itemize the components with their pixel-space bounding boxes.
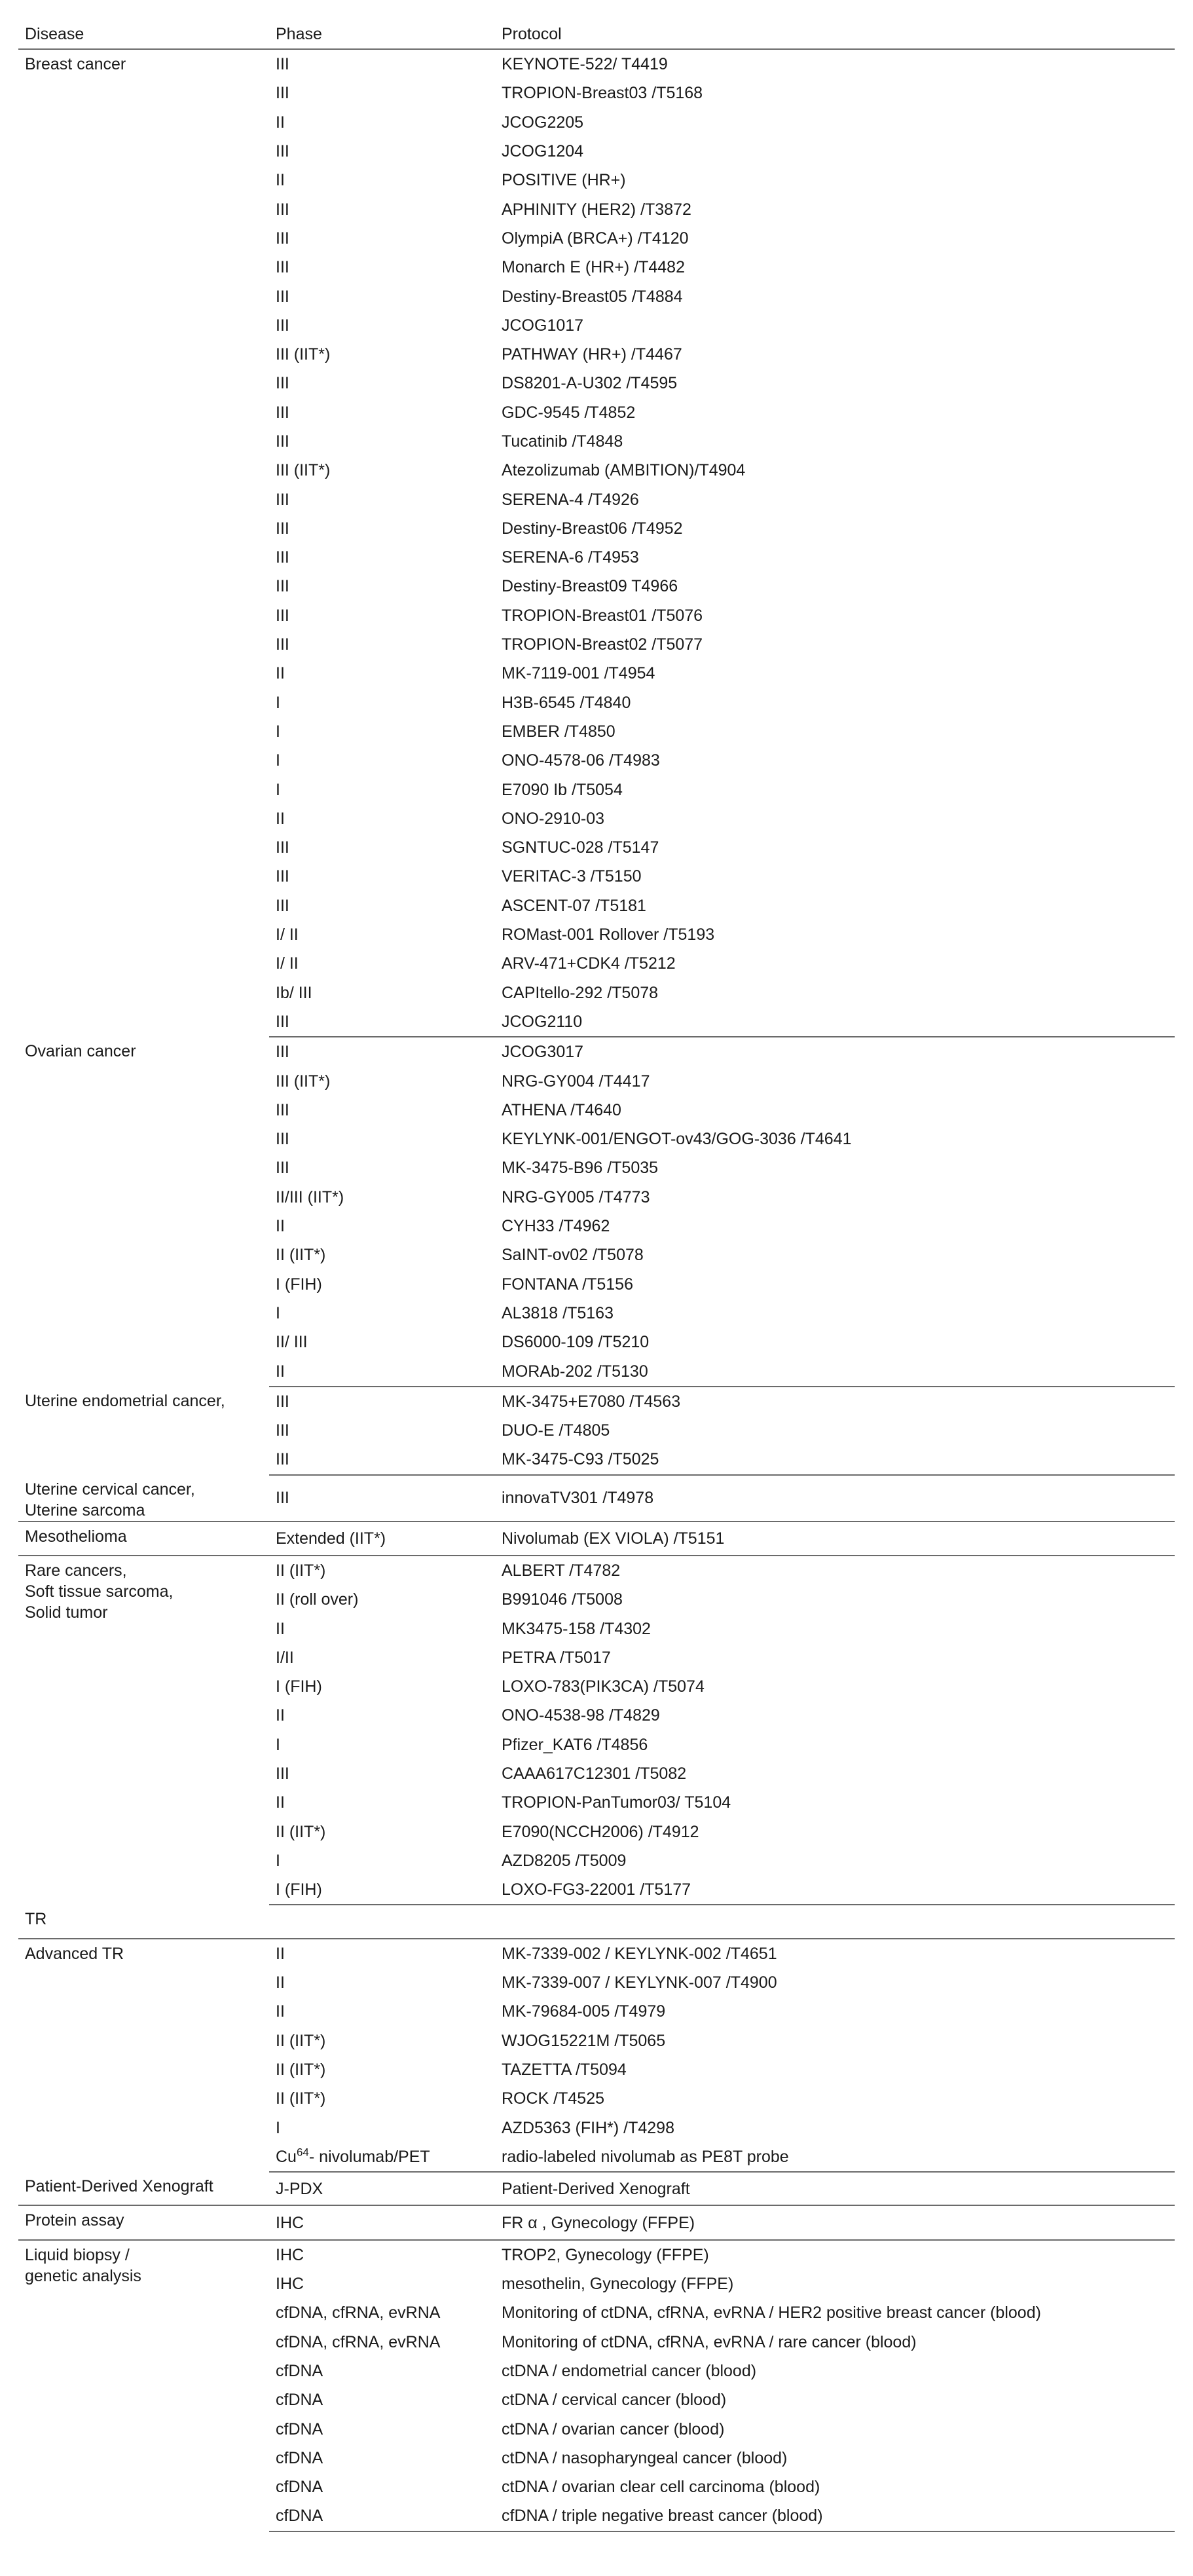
protocol-cell [495, 1905, 1175, 1938]
phase-cell: III [276, 635, 289, 654]
phase-cell: I [276, 693, 280, 712]
phase-cell: II [276, 2002, 285, 2021]
phase-cell: II (IIT*) [276, 2089, 326, 2108]
phase-cell: II [276, 1619, 285, 1638]
disease-line: Solid tumor [25, 1603, 108, 1622]
protocol-cell: ATHENA /T4640 [502, 1100, 621, 1119]
phase-cell: II (IIT*) [276, 1561, 326, 1580]
protocol-cell: TROPION-Breast03 /T5168 [502, 84, 703, 103]
protocol-cell: Monitoring of ctDNA, cfRNA, evRNA / HER2 positive breast cancer (blood) [502, 2304, 1041, 2323]
table-row [18, 2172, 1175, 2205]
phase-cell: II (IIT*) [276, 2061, 326, 2080]
protocol-cell: Atezolizumab (AMBITION)/T4904 [502, 461, 746, 480]
protocol-cell: ctDNA / ovarian cancer (blood) [502, 2419, 725, 2438]
protocol-cell: JCOG1204 [502, 142, 584, 161]
phase-cell: II (IIT*) [276, 1246, 326, 1265]
protocol-cell: H3B-6545 /T4840 [502, 693, 631, 712]
phase-cell: III [276, 577, 289, 596]
protocol-cell: B991046 /T5008 [502, 1590, 623, 1609]
phase-cell: I [276, 722, 280, 741]
protocol-cell: KEYNOTE-522/ T4419 [502, 55, 668, 74]
protocol-cell: FR α , Gynecology (FFPE) [495, 2205, 1175, 2239]
protocol-cell: SGNTUC-028 /T5147 [502, 838, 659, 857]
disease-cell: Breast cancer [25, 55, 126, 73]
phase-cell: III [276, 519, 289, 538]
phase-cell: III [276, 1159, 289, 1178]
phase-cell: III [269, 1007, 495, 1037]
protocol-cell: ctDNA / cervical cancer (blood) [502, 2391, 727, 2410]
protocol-cell: APHINITY (HER2) /T3872 [502, 200, 691, 219]
protocol-cell: CAPItello-292 /T5078 [502, 983, 659, 1002]
protocol-cell: Patient-Derived Xenograft [495, 2172, 1175, 2205]
phase-cell: II [276, 809, 285, 828]
table-row [18, 1475, 1175, 1521]
phase-cell: III [276, 316, 289, 335]
protocol-cell: ROCK /T4525 [502, 2089, 605, 2108]
isotope-superscript: 64 [296, 2146, 309, 2159]
protocol-cell: JCOG2205 [502, 113, 584, 132]
phase-cell: I (FIH) [269, 1875, 495, 1905]
protocol-cell: SERENA-6 /T4953 [502, 548, 639, 567]
protocol-cell: Destiny-Breast09 T4966 [502, 577, 678, 596]
phase-cell: cfDNA [276, 2419, 323, 2438]
protocol-cell: TROP2, Gynecology (FFPE) [502, 2245, 709, 2264]
phase-cell: I/ II [276, 954, 299, 973]
disease-cell: Uterine endometrial cancer, [25, 1391, 225, 1410]
protocol-cell: ctDNA / endometrial cancer (blood) [502, 2362, 757, 2380]
protocol-cell: TROPION-Breast02 /T5077 [502, 635, 703, 654]
protocol-cell: OlympiA (BRCA+) /T4120 [502, 229, 689, 248]
protocol-cell: DS8201-A-U302 /T4595 [502, 374, 678, 393]
phase-cell: I (FIH) [276, 1677, 322, 1696]
phase-cell: III [276, 287, 289, 306]
phase-cell: I [276, 751, 280, 770]
protocol-table [18, 20, 1175, 2532]
protocol-cell: ctDNA / nasopharyngeal cancer (blood) [502, 2448, 788, 2467]
protocol-cell: Nivolumab (EX VIOLA) /T5151 [495, 1521, 1175, 1556]
protocol-cell: Tucatinib /T4848 [502, 432, 623, 451]
disease-cell: Protein assay [18, 2205, 269, 2239]
protocol-cell: Destiny-Breast06 /T4952 [502, 519, 683, 538]
phase-cell: III (IIT*) [276, 1072, 331, 1091]
phase-cell: II [276, 113, 285, 132]
phase-cell: cfDNA, cfRNA, evRNA [276, 2332, 441, 2351]
protocol-cell: PATHWAY (HR+) /T4467 [502, 345, 682, 364]
protocol-cell: AL3818 /T5163 [502, 1303, 614, 1322]
phase-cell: III [276, 1392, 289, 1411]
phase-cell: II/III (IIT*) [276, 1187, 344, 1206]
table-row [18, 1521, 1175, 1556]
phase-cell: II/ III [276, 1333, 308, 1352]
phase-cell: III [276, 1764, 289, 1783]
table-row [18, 1905, 1175, 1938]
protocol-cell: ASCENT-07 /T5181 [502, 896, 646, 915]
protocol-cell: KEYLYNK-001/ENGOT-ov43/GOG-3036 /T4641 [502, 1130, 852, 1149]
phase-cell: III [276, 374, 289, 393]
table-row [18, 1037, 1175, 1066]
protocol-cell: MK-3475-C93 /T5025 [495, 1445, 1175, 1474]
phase-cell: III [276, 200, 289, 219]
phase-cell: cfDNA [276, 2391, 323, 2410]
protocol-cell: VERITAC-3 /T5150 [502, 867, 642, 886]
phase-cell [269, 1905, 495, 1938]
protocol-cell: LOXO-FG3-22001 /T5177 [495, 1875, 1175, 1905]
protocol-cell: E7090(NCCH2006) /T4912 [502, 1822, 699, 1841]
protocol-cell: MK-79684-005 /T4979 [502, 2002, 666, 2021]
phase-cell: II [276, 1217, 285, 1236]
phase-cell: Extended (IIT*) [269, 1521, 495, 1556]
phase-cell: II [276, 1973, 285, 1992]
protocol-cell: DUO-E /T4805 [502, 1421, 610, 1440]
protocol-cell: radio-labeled nivolumab as PE8T probe [495, 2142, 1175, 2172]
phase-cell: Cu$^{64}$- nivolumab/PET [269, 2142, 495, 2172]
disease-line: Rare cancers, [25, 1561, 127, 1580]
phase-cell: I [276, 1851, 280, 1870]
phase-cell: II [276, 1793, 285, 1812]
disease-cell [18, 1475, 269, 1521]
phase-cell: III [276, 1130, 289, 1149]
protocol-cell: ctDNA / ovarian clear cell carcinoma (blood) [502, 2478, 820, 2497]
phase-cell: cfDNA [276, 2362, 323, 2380]
protocol-cell: Destiny-Breast05 /T4884 [502, 287, 683, 306]
disease-cell: Patient-Derived Xenograft [18, 2172, 269, 2205]
header-protocol: Protocol [495, 20, 1175, 49]
phase-cell: III [276, 229, 289, 248]
disease-cell: Mesothelioma [18, 1521, 269, 1556]
phase-cell: II [276, 1944, 285, 1963]
header-disease: Disease [18, 20, 269, 49]
protocol-cell: innovaTV301 /T4978 [495, 1475, 1175, 1521]
phase-cell: III [276, 1421, 289, 1440]
protocol-cell: GDC-9545 /T4852 [502, 403, 636, 422]
protocol-cell: MK-3475+E7080 /T4563 [502, 1392, 681, 1411]
protocol-cell: WJOG15221M /T5065 [502, 2031, 666, 2050]
protocol-cell: MK-7339-007 / KEYLYNK-007 /T4900 [502, 1973, 777, 1992]
phase-cell: III [269, 1475, 495, 1521]
phase-cell: I/ II [276, 925, 299, 944]
protocol-cell: DS6000-109 /T5210 [502, 1333, 650, 1352]
phase-cell: III [276, 606, 289, 625]
disease-line: genetic analysis [25, 2266, 141, 2285]
phase-cell: I/II [276, 1648, 294, 1667]
protocol-cell: Pfizer_KAT6 /T4856 [502, 1735, 648, 1754]
phase-cell: III (IIT*) [276, 461, 331, 480]
phase-cell: III (IIT*) [276, 345, 331, 364]
protocol-cell: ARV-471+CDK4 /T5212 [502, 954, 676, 973]
phase-cell: IHC [276, 2245, 304, 2264]
disease-cell [18, 2240, 269, 2531]
phase-cell: III [276, 84, 289, 103]
phase-cell: cfDNA [269, 2501, 495, 2531]
phase-cell: I [276, 1303, 280, 1322]
phase-cell: III [276, 142, 289, 161]
phase-cell: III [276, 1100, 289, 1119]
phase-cell: III [276, 432, 289, 451]
phase-cell: II (IIT*) [276, 2031, 326, 2050]
table-row [18, 1939, 1175, 1968]
phase-cell: III [276, 258, 289, 277]
protocol-cell: TROPION-PanTumor03/ T5104 [502, 1793, 731, 1812]
protocol-cell: NRG-GY005 /T4773 [502, 1187, 650, 1206]
disease-cell [18, 1556, 269, 1905]
protocol-cell: E7090 Ib /T5054 [502, 780, 623, 799]
protocol-cell: CAAA617C12301 /T5082 [502, 1764, 687, 1783]
table-row [18, 1556, 1175, 1585]
phase-cell: III [276, 867, 289, 886]
phase-cell: I [276, 780, 280, 799]
phase-cell: I [276, 1735, 280, 1754]
protocol-cell: JCOG2110 [495, 1007, 1175, 1037]
phase-cell: III [276, 55, 289, 74]
protocol-cell: CYH33 /T4962 [502, 1217, 610, 1236]
disease-line: Uterine sarcoma [25, 1501, 145, 1520]
protocol-table-container [18, 20, 1175, 2532]
table-row [18, 1387, 1175, 1416]
phase-cell: III [276, 896, 289, 915]
table-row [18, 2205, 1175, 2239]
protocol-cell: ONO-2910-03 [502, 809, 605, 828]
protocol-cell: ONO-4578-06 /T4983 [502, 751, 660, 770]
disease-line: Soft tissue sarcoma, [25, 1582, 174, 1601]
protocol-cell: AZD8205 /T5009 [502, 1851, 627, 1870]
protocol-cell: MK-7339-002 / KEYLYNK-002 /T4651 [502, 1944, 777, 1963]
protocol-cell: MK3475-158 /T4302 [502, 1619, 651, 1638]
phase-cell: II [276, 664, 285, 683]
phase-cell: III [276, 548, 289, 567]
protocol-cell: EMBER /T4850 [502, 722, 615, 741]
protocol-cell: SaINT-ov02 /T5078 [502, 1246, 644, 1265]
protocol-cell: Monarch E (HR+) /T4482 [502, 258, 685, 277]
table-row [18, 2240, 1175, 2269]
header-phase: Phase [269, 20, 495, 49]
phase-cell: III [276, 403, 289, 422]
phase-cell: I [276, 2118, 280, 2137]
protocol-cell: POSITIVE (HR+) [502, 171, 626, 190]
protocol-cell: PETRA /T5017 [502, 1648, 611, 1667]
phase-cell: III [276, 838, 289, 857]
phase-cell: III [269, 1445, 495, 1474]
protocol-cell: JCOG1017 [502, 316, 584, 335]
protocol-cell: Monitoring of ctDNA, cfRNA, evRNA / rare cancer (blood) [502, 2332, 917, 2351]
phase-cell: IHC [269, 2205, 495, 2239]
disease-cell: TR [18, 1905, 269, 1938]
table-body [18, 49, 1175, 2531]
protocol-cell: JCOG3017 [502, 1043, 584, 1062]
phase-cell: III [276, 1043, 289, 1062]
phase-cell: III [276, 490, 289, 509]
phase-cell: I (FIH) [276, 1275, 322, 1294]
protocol-cell: LOXO-783(PIK3CA) /T5074 [502, 1677, 705, 1696]
protocol-cell: MORAb-202 /T5130 [495, 1356, 1175, 1386]
table-header-row [18, 20, 1175, 49]
protocol-cell: FONTANA /T5156 [502, 1275, 633, 1294]
protocol-cell: NRG-GY004 /T4417 [502, 1072, 650, 1091]
protocol-cell: cfDNA / triple negative breast cancer (blood) [495, 2501, 1175, 2531]
phase-cell: cfDNA, cfRNA, evRNA [276, 2304, 441, 2323]
disease-line: Liquid biopsy / [25, 2245, 130, 2264]
phase-cell: cfDNA [276, 2448, 323, 2467]
protocol-cell: TAZETTA /T5094 [502, 2061, 627, 2080]
disease-cell: Ovarian cancer [25, 1042, 136, 1061]
protocol-cell: ROMast-001 Rollover /T5193 [502, 925, 715, 944]
protocol-cell: TROPION-Breast01 /T5076 [502, 606, 703, 625]
phase-cell: Ib/ III [276, 983, 312, 1002]
disease-line: Uterine cervical cancer, [25, 1480, 195, 1499]
phase-cell: II [269, 1356, 495, 1386]
phase-cell: II [276, 171, 285, 190]
protocol-cell: SERENA-4 /T4926 [502, 490, 639, 509]
table-row [18, 49, 1175, 79]
phase-cell: II (roll over) [276, 1590, 359, 1609]
protocol-cell: MK-7119-001 /T4954 [502, 664, 655, 683]
phase-cell: cfDNA [276, 2478, 323, 2497]
phase-cell: II (IIT*) [276, 1822, 326, 1841]
protocol-cell: AZD5363 (FIH*) /T4298 [502, 2118, 674, 2137]
protocol-cell: mesothelin, Gynecology (FFPE) [502, 2275, 734, 2294]
protocol-cell: ALBERT /T4782 [502, 1561, 621, 1580]
phase-cell: IHC [276, 2275, 304, 2294]
phase-cell: II [276, 1706, 285, 1725]
protocol-cell: ONO-4538-98 /T4829 [502, 1706, 660, 1725]
phase-cell: J-PDX [269, 2172, 495, 2205]
disease-cell: Advanced TR [25, 1944, 124, 1963]
protocol-cell: MK-3475-B96 /T5035 [502, 1159, 659, 1178]
